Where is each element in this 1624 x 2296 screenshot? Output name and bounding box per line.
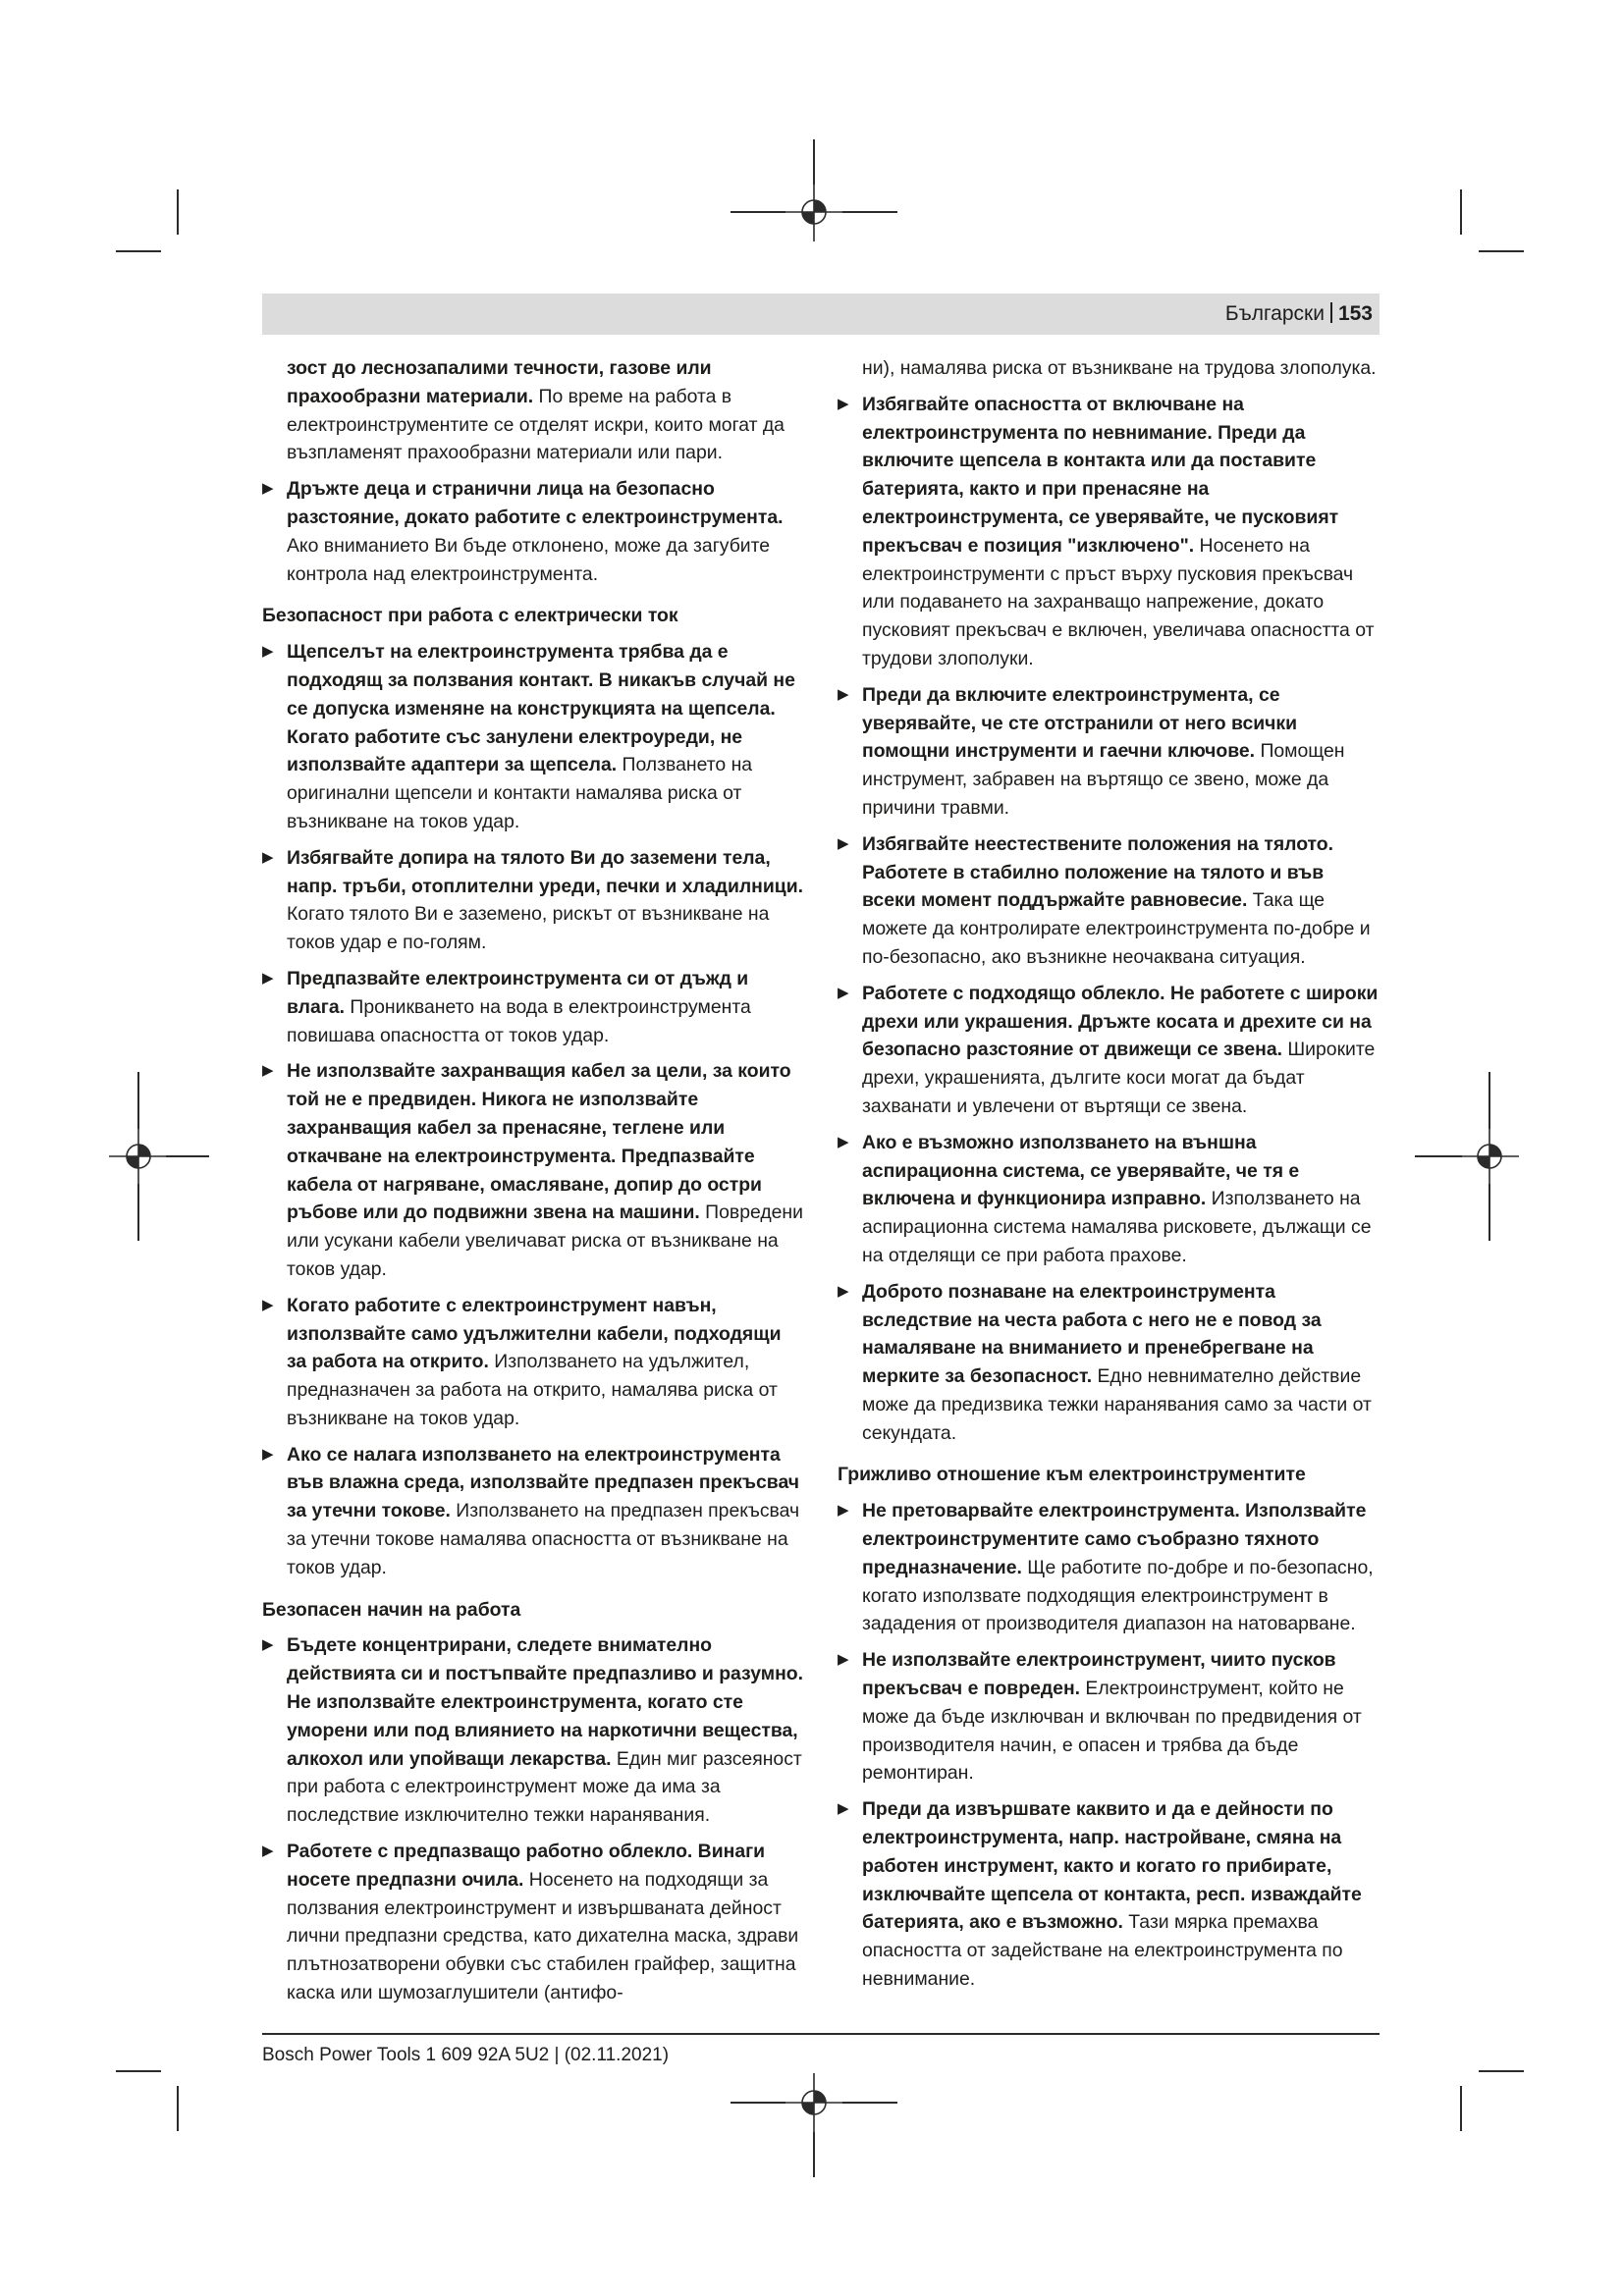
body-text: Ползването на оригинални щепсели и контакти намалява риска от възникване на токов удар. [287,754,753,832]
crop-mark [116,2070,161,2072]
bold-text: Ако е възможно използването на външна аспирационна система, се уверявайте, че тя е включена и функционира изправно. [862,1131,1300,1210]
registration-line [813,139,815,185]
list-item [838,1646,1380,1788]
list-item [262,1057,804,1283]
bold-text: Работете с предпазващо работно облекло. Винаги носете предпазни очила. [287,1841,766,1891]
bold-text: Избягвайте опасността от включване на електроинструмента по невнимание. Преди да включите щепсела в контакта или да поставите батерията, както и при пренасяне на електроинструмента, се уверявайте, че пусковият прекъсвач е позиция "изключено". [862,393,1339,557]
body-text: ни), намалява риска от възникване на трудова злополука. [862,357,1377,379]
paragraph [838,354,1380,383]
list-item [838,830,1380,972]
registration-line [137,1184,139,1241]
arrow-bullet-icon: ▶ [838,834,849,852]
body-text: Използването на аспирационна система намалява рисковете, дължащи се на отделящи се при работа прахове. [862,1188,1372,1266]
arrow-bullet-icon: ▶ [838,1502,849,1520]
crop-mark [116,250,161,252]
registration-line [1415,1155,1462,1157]
body-text: Тази мярка премахва опасността от задействане на електроинструмента по невнимание. [862,1911,1343,1991]
arrow-bullet-icon: ▶ [262,1296,274,1313]
registration-line [842,211,897,213]
bold-text: Преди да включите електроинструмента, се уверявайте, че сте отстранили от него всички помощни инструменти и гаечни ключове. [862,683,1298,763]
body-text: По време на работа в електроинструментите се отделят искри, които могат да възпламенят прахообразни материали или пари. [287,385,785,464]
registration-line [813,2132,815,2177]
bold-text: Избягвайте неестествените положения на тялото. Работете в стабилно положение на тялото и във всеки момент поддържайте равновесие. [862,832,1334,912]
bold-text: Щепселът на електроинструмента трябва да е подходящ за ползвания контакт. В никакъв случай не се допуска изменяне на конструкцията на щепсела. Когато работите със занулени електроуреди, не използвайте адаптери за щепсела. [287,641,795,776]
list-item [838,1497,1380,1638]
registration-line [731,2102,785,2104]
list-item [262,1631,804,1830]
body-text: Използването на предпазен прекъсвач за утечни токове намалява опасността от възникване на токов удар. [287,1500,800,1578]
bold-text: зост до леснозапалими течности, газове или прахообразни материали. [287,357,712,407]
page-number: 153 [1337,302,1373,325]
body-text: Носенето на електроинструменти с пръст върху пусковия прекъсвач или подаването на захранващо напрежение, докато пусковият прекъсвач е включен, увеличава опасността от трудови злополуки. [862,534,1375,669]
body-text: Помощен инструмент, забравен на въртящо се звено, може да причини травми. [862,740,1345,819]
crop-mark [1479,2070,1524,2072]
list-item [262,638,804,836]
page-footer: Bosch Power Tools 1 609 92A 5U2 | (02.11.2021) [262,2045,670,2065]
right-column [838,354,1380,2002]
list-item [838,1278,1380,1448]
registration-line [1489,1184,1490,1241]
bold-text: Бъдете концентрирани, следете внимателно действията си и постъпвайте предпазливо и разумно. Не използвайте електроинструмента, когато сте уморени или под влиянието на наркотични вещества, алкохол или упойващи лекарства. [287,1634,804,1770]
body-text: Електроинструмент, който не може да бъде изключван и включван по предвидения от производителя начин, е опасен и трябва да бъде ремонтиран. [862,1678,1362,1785]
section-heading: Грижливо отношение към електроинструментите [838,1464,1306,1486]
left-column [262,354,804,2015]
crop-mark [1479,250,1524,252]
list-item [262,475,804,588]
arrow-bullet-icon: ▶ [838,685,849,703]
arrow-bullet-icon: ▶ [262,969,274,987]
registration-mark-icon [1460,1127,1519,1186]
registration-mark-icon [785,2073,843,2132]
list-item [262,844,804,957]
body-text: Използването на удължител, предназначен за работа на открито, намалява риска от възникване на токов удар. [287,1351,778,1429]
body-text: Проникването на вода в електроинструмента повишава опасността от токов удар. [287,995,751,1046]
bold-text: Не използвайте електроинструмент, чиито пусков прекъсвач е повреден. [862,1649,1336,1700]
bold-text: Преди да извършвате каквито и да е дейности по електроинструмента, напр. настройване, смяна на работен инструмент, както и когато го прибирате, изключвайте щепсела от контакта, респ. изваждайте батерията, ако е възможно. [862,1798,1362,1934]
crop-mark [177,2086,179,2131]
body-text: Носенето на подходящи за ползвания електроинструмент и извършваната дейност лични предпазни средства, като дихателна маска, здрави плътнозатворени обувки със стабилен грайфер, защитна каска или шумозаглушители (антифо- [287,1868,799,2004]
bold-text: Ако се налага използването на електроинструмента във влажна среда, използвайте предпазен прекъсвач за утечни токове. [287,1443,800,1522]
arrow-bullet-icon: ▶ [838,395,849,412]
arrow-bullet-icon: ▶ [838,1651,849,1669]
body-text: Повредени или усукани кабели увеличават риска от възникване на токов удар. [287,1201,803,1280]
body-text: Широките дрехи, украшенията, дългите коси могат да бъдат захванати и увлечени от въртящи се звена. [862,1039,1376,1117]
registration-mark-icon [109,1127,168,1186]
header-band [262,294,1380,335]
registration-line [137,1072,139,1129]
crop-mark [1460,189,1462,235]
body-text: Ще работите по-добре и по-безопасно, когато използвате подходящия електроинструмент в зададения от производителя диапазон на натоварване. [862,1556,1374,1635]
footer-rule [262,2033,1380,2035]
body-text: Ако вниманието Ви бъде отклонено, може да загубите контрола над електроинструмента. [287,534,771,585]
list-item [262,1441,804,1582]
arrow-bullet-icon: ▶ [262,848,274,866]
list-item [838,1129,1380,1270]
arrow-bullet-icon: ▶ [262,643,274,661]
crop-mark [1460,2086,1462,2131]
section-heading: Безопасен начин на работа [262,1598,521,1621]
bold-text: Доброто познаване на електроинструмента вследствие на честа работа с него не е повод за намаляване на вниманието и пренебрегване на мерките за безопасност. [862,1280,1322,1388]
arrow-bullet-icon: ▶ [838,1282,849,1300]
registration-line [1489,1072,1490,1129]
bold-text: Не претоварвайте електроинструмента. Използвайте електроинструментите само съобразно тяхното предназначение. [862,1500,1367,1578]
arrow-bullet-icon: ▶ [262,1842,274,1860]
crop-mark [177,189,179,235]
bold-text: Избягвайте допира на тялото Ви до заземени тела, напр. тръби, отоплителни уреди, печки и хладилници. [287,846,804,897]
body-text: Един миг разсеяност при работа с електроинструмент може да има за последствие изключително тежки наранявания. [287,1747,802,1827]
registration-line [166,1155,209,1157]
registration-mark-icon [785,183,843,241]
arrow-bullet-icon: ▶ [838,1800,849,1818]
arrow-bullet-icon: ▶ [262,1636,274,1654]
list-item [838,1795,1380,1994]
section-heading: Безопасност при работа с електрически ток [262,605,678,627]
bold-text: Предпазвайте електроинструмента си от дъжд и влага. [287,967,749,1018]
list-item [838,681,1380,823]
bold-text: Дръжте деца и странични лица на безопасно разстояние, докато работите с електроинструмента. [287,478,784,528]
body-text: Така ще можете да контролирате електроинструмента по-добре и по-безопасно, ако възникне неочаквана ситуация. [862,889,1371,968]
list-item [838,391,1380,673]
bold-text: Не използвайте захранващия кабел за цели, за които той не е предвиден. Никога не използвайте захранващия кабел за пренасяне, теглене или откачване на електроинструмента. Предпазвайте кабела от нагряване, омасляване, допир до остри ръбове или до подвижни звена на машини. [287,1060,791,1224]
registration-line [842,2102,897,2104]
body-text: Когато тялото Ви е заземено, рискът от възникване на токов удар е по-голям. [287,903,770,954]
arrow-bullet-icon: ▶ [838,1133,849,1150]
list-item [838,980,1380,1121]
page-header [1225,299,1373,329]
paragraph [262,354,804,467]
header-language: Български [1224,302,1325,325]
header-separator [1330,302,1332,323]
bold-text: Работете с подходящо облекло. Не работете с широки дрехи или украшения. Дръжте косата и дрехите си на безопасно разстояние от движещи се звена. [862,982,1379,1061]
list-item [262,1838,804,2007]
list-item [262,965,804,1049]
body-text: Едно невнимателно действие може да предизвика тежки наранявания само за части от секундата. [862,1365,1372,1444]
registration-line [731,211,785,213]
list-item [262,1292,804,1433]
arrow-bullet-icon: ▶ [262,1445,274,1463]
bold-text: Когато работите с електроинструмент навън, използвайте само удължителни кабели, подходящи за работа на открито. [287,1294,782,1373]
arrow-bullet-icon: ▶ [262,1062,274,1080]
arrow-bullet-icon: ▶ [262,480,274,498]
arrow-bullet-icon: ▶ [838,984,849,1001]
